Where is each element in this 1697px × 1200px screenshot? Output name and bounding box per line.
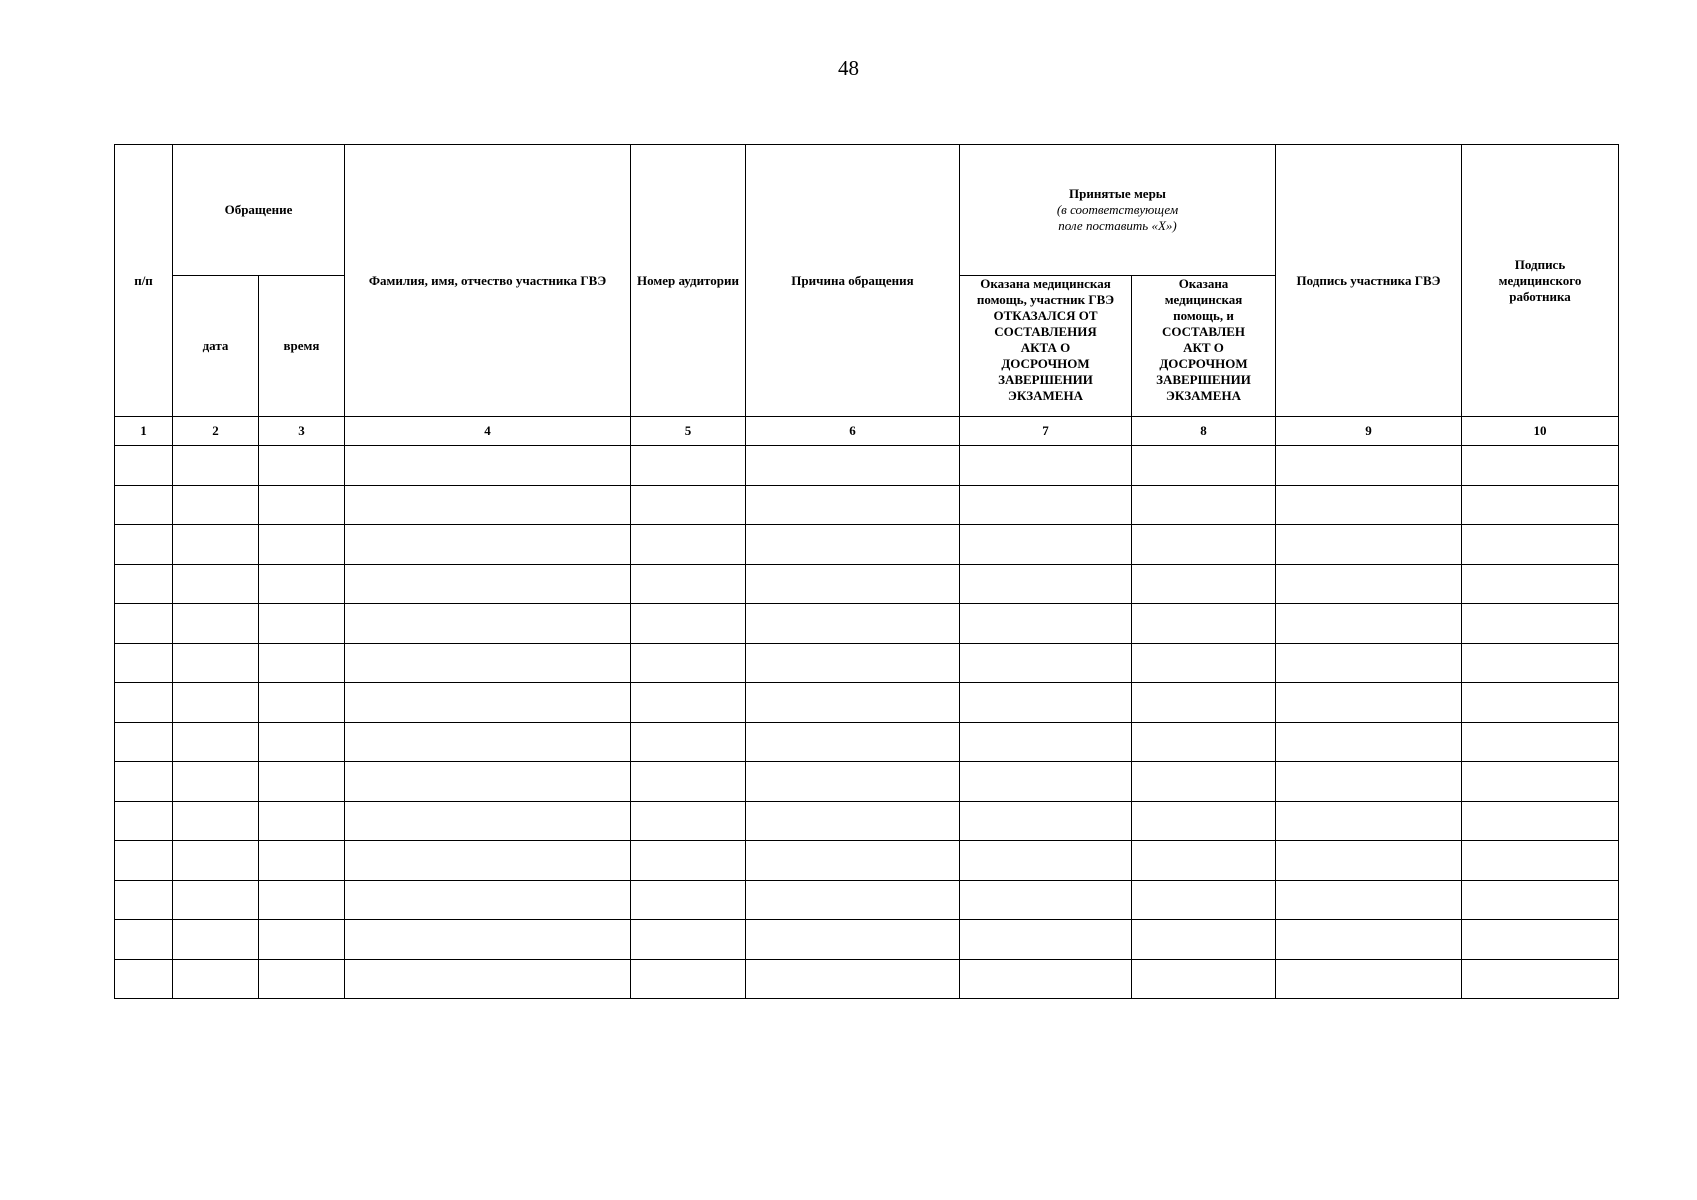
- table-cell[interactable]: [259, 959, 345, 999]
- table-cell[interactable]: [960, 880, 1132, 920]
- table-cell[interactable]: [631, 643, 746, 683]
- table-cell[interactable]: [631, 959, 746, 999]
- measure-act-line: медицинская: [1164, 292, 1243, 307]
- table-row: [115, 841, 1619, 881]
- table-cell[interactable]: [746, 880, 960, 920]
- table-cell[interactable]: [173, 801, 259, 841]
- table-cell[interactable]: [173, 683, 259, 723]
- table-cell[interactable]: [115, 801, 173, 841]
- table-row: [115, 801, 1619, 841]
- table-cell[interactable]: [115, 643, 173, 683]
- table-cell[interactable]: [1462, 683, 1619, 723]
- table-cell[interactable]: [115, 959, 173, 999]
- page-number: 48: [838, 56, 859, 80]
- table-cell[interactable]: [960, 920, 1132, 960]
- header-participant-signature: Подпись участника ГВЭ: [1276, 145, 1462, 417]
- table-cell[interactable]: [1276, 485, 1462, 525]
- header-measures-note-1: (в соответствующем: [1056, 202, 1179, 217]
- table-cell[interactable]: [746, 722, 960, 762]
- header-measures: [960, 145, 1276, 276]
- header-appeal: Обращение: [173, 145, 345, 276]
- column-number: 9: [1276, 417, 1462, 446]
- table-body: [115, 446, 1619, 999]
- table-cell[interactable]: [960, 564, 1132, 604]
- table-cell[interactable]: [115, 683, 173, 723]
- table-cell[interactable]: [345, 722, 631, 762]
- table-cell[interactable]: [1132, 920, 1276, 960]
- table-cell[interactable]: [631, 880, 746, 920]
- table-cell[interactable]: [746, 683, 960, 723]
- table-cell[interactable]: [173, 643, 259, 683]
- column-number: 7: [960, 417, 1132, 446]
- table-cell[interactable]: [345, 762, 631, 802]
- column-number: 6: [746, 417, 960, 446]
- table-cell[interactable]: [631, 722, 746, 762]
- measure-act-line: ЭКЗАМЕНА: [1166, 388, 1241, 403]
- table-cell[interactable]: [345, 485, 631, 525]
- table-cell[interactable]: [1132, 564, 1276, 604]
- table-cell[interactable]: [345, 643, 631, 683]
- table-cell[interactable]: [259, 722, 345, 762]
- table-cell[interactable]: [115, 880, 173, 920]
- table-cell[interactable]: [631, 564, 746, 604]
- table-cell[interactable]: [345, 841, 631, 881]
- table-cell[interactable]: [746, 525, 960, 565]
- table-row: [115, 880, 1619, 920]
- column-number: 3: [259, 417, 345, 446]
- table-cell[interactable]: [746, 841, 960, 881]
- table-cell[interactable]: [259, 604, 345, 644]
- table-row: [115, 762, 1619, 802]
- table-cell[interactable]: [1132, 722, 1276, 762]
- table-cell[interactable]: [259, 801, 345, 841]
- table-cell[interactable]: [1462, 564, 1619, 604]
- table-row: [115, 683, 1619, 723]
- table-cell[interactable]: [1462, 841, 1619, 881]
- table-cell[interactable]: [1276, 643, 1462, 683]
- table-cell[interactable]: [115, 604, 173, 644]
- table-cell[interactable]: [631, 446, 746, 486]
- header-medic-signature-2: медицинского: [1498, 272, 1582, 288]
- table-row: [115, 722, 1619, 762]
- table-cell[interactable]: [631, 485, 746, 525]
- table-cell[interactable]: [259, 564, 345, 604]
- table-cell[interactable]: [115, 525, 173, 565]
- table-cell[interactable]: [259, 446, 345, 486]
- table-cell[interactable]: [631, 683, 746, 723]
- table-cell[interactable]: [1132, 485, 1276, 525]
- table-cell[interactable]: [345, 880, 631, 920]
- measure-act-line: Оказана: [1178, 276, 1229, 291]
- table-cell[interactable]: [1462, 525, 1619, 565]
- table-cell[interactable]: [1132, 959, 1276, 999]
- table-cell[interactable]: [115, 841, 173, 881]
- column-number: 1: [115, 417, 173, 446]
- table-cell[interactable]: [1276, 564, 1462, 604]
- table-cell[interactable]: [115, 446, 173, 486]
- table-cell[interactable]: [746, 604, 960, 644]
- table-cell[interactable]: [1276, 446, 1462, 486]
- table-cell[interactable]: [746, 801, 960, 841]
- table-cell[interactable]: [173, 841, 259, 881]
- table-row: [115, 959, 1619, 999]
- header-medic-signature-1: Подпись: [1514, 256, 1566, 272]
- table-cell[interactable]: [1276, 762, 1462, 802]
- table-row: [115, 525, 1619, 565]
- table-cell[interactable]: [1462, 485, 1619, 525]
- table-cell[interactable]: [173, 485, 259, 525]
- table-cell[interactable]: [960, 604, 1132, 644]
- table-cell[interactable]: [960, 525, 1132, 565]
- table-cell[interactable]: [345, 446, 631, 486]
- table-cell[interactable]: [345, 525, 631, 565]
- table-cell[interactable]: [173, 446, 259, 486]
- header-measures-title: Принятые меры: [1069, 186, 1166, 201]
- measure-refused-line: помощь, участник ГВЭ: [976, 292, 1115, 307]
- measure-refused-line: СОСТАВЛЕНИЯ: [994, 324, 1097, 339]
- table-cell[interactable]: [173, 525, 259, 565]
- header-measures-note-2: поле поставить «Х»): [1058, 218, 1177, 233]
- table-cell[interactable]: [631, 604, 746, 644]
- table-row: [115, 920, 1619, 960]
- measure-act-line: ЗАВЕРШЕНИИ: [1156, 372, 1251, 387]
- table-cell[interactable]: [960, 485, 1132, 525]
- table-cell[interactable]: [115, 920, 173, 960]
- table-cell[interactable]: [345, 959, 631, 999]
- table-cell[interactable]: [173, 604, 259, 644]
- table-cell[interactable]: [960, 841, 1132, 881]
- table-row: [115, 604, 1619, 644]
- table-cell[interactable]: [173, 564, 259, 604]
- column-number: 2: [173, 417, 259, 446]
- table-cell[interactable]: [1276, 683, 1462, 723]
- table-cell[interactable]: [631, 525, 746, 565]
- table-cell[interactable]: [960, 762, 1132, 802]
- table-cell[interactable]: [115, 564, 173, 604]
- table-cell[interactable]: [960, 683, 1132, 723]
- measure-act-line: СОСТАВЛЕН: [1161, 324, 1246, 339]
- table-cell[interactable]: [631, 762, 746, 802]
- table-row: [115, 446, 1619, 486]
- table-cell[interactable]: [115, 722, 173, 762]
- table-cell[interactable]: [259, 485, 345, 525]
- header-reason: Причина обращения: [746, 145, 960, 417]
- table-cell[interactable]: [960, 446, 1132, 486]
- column-number: 10: [1462, 417, 1619, 446]
- table-cell[interactable]: [746, 564, 960, 604]
- table-cell[interactable]: [960, 643, 1132, 683]
- table-cell[interactable]: [746, 485, 960, 525]
- table-row: [115, 564, 1619, 604]
- table-cell[interactable]: [960, 801, 1132, 841]
- table-cell[interactable]: [631, 841, 746, 881]
- table-row: [115, 485, 1619, 525]
- header-measure-refused: [960, 276, 1132, 417]
- table-cell[interactable]: [259, 762, 345, 802]
- header-index: п/п: [115, 145, 173, 417]
- table-cell[interactable]: [115, 762, 173, 802]
- table-cell[interactable]: [345, 801, 631, 841]
- table-cell[interactable]: [1462, 920, 1619, 960]
- table-cell[interactable]: [173, 959, 259, 999]
- table-cell[interactable]: [746, 762, 960, 802]
- table-cell[interactable]: [1276, 801, 1462, 841]
- header-date: дата: [173, 276, 259, 417]
- table-cell[interactable]: [259, 643, 345, 683]
- table-cell[interactable]: [173, 762, 259, 802]
- table-cell[interactable]: [1132, 762, 1276, 802]
- table-cell[interactable]: [1462, 880, 1619, 920]
- table-cell[interactable]: [1276, 841, 1462, 881]
- medical-appeals-table: [114, 144, 1619, 999]
- table-cell[interactable]: [1462, 722, 1619, 762]
- header-medic-signature: [1462, 145, 1619, 417]
- column-number-row: [115, 417, 1619, 446]
- table-cell[interactable]: [345, 564, 631, 604]
- table-cell[interactable]: [115, 485, 173, 525]
- measure-refused-line: ДОСРОЧНОМ: [1001, 356, 1090, 371]
- table-cell[interactable]: [1462, 604, 1619, 644]
- table-cell[interactable]: [746, 446, 960, 486]
- table-cell[interactable]: [746, 959, 960, 999]
- table-cell[interactable]: [1132, 683, 1276, 723]
- table-cell[interactable]: [1276, 880, 1462, 920]
- table-cell[interactable]: [960, 722, 1132, 762]
- table-cell[interactable]: [1276, 604, 1462, 644]
- table-cell[interactable]: [1462, 959, 1619, 999]
- measure-act-line: ДОСРОЧНОМ: [1159, 356, 1248, 371]
- table-cell[interactable]: [960, 959, 1132, 999]
- measure-act-line: помощь, и: [1173, 308, 1234, 323]
- table-cell[interactable]: [173, 880, 259, 920]
- header-time: время: [259, 276, 345, 417]
- measure-act-line: АКТ О: [1183, 340, 1224, 355]
- measure-refused-line: АКТА О: [1020, 340, 1071, 355]
- measure-refused-line: ЭКЗАМЕНА: [1008, 388, 1083, 403]
- table-cell[interactable]: [259, 841, 345, 881]
- measure-refused-line: Оказана медицинская: [980, 276, 1111, 291]
- table-cell[interactable]: [1132, 801, 1276, 841]
- table-cell[interactable]: [1132, 604, 1276, 644]
- table-cell[interactable]: [631, 920, 746, 960]
- header-room-number: Номер аудитории: [631, 145, 746, 417]
- table-cell[interactable]: [1276, 722, 1462, 762]
- table-cell[interactable]: [173, 920, 259, 960]
- table-cell[interactable]: [259, 880, 345, 920]
- table-cell[interactable]: [1276, 525, 1462, 565]
- table-cell[interactable]: [1276, 920, 1462, 960]
- table-cell[interactable]: [631, 801, 746, 841]
- column-number: 5: [631, 417, 746, 446]
- table-cell[interactable]: [345, 920, 631, 960]
- header-measure-act: [1132, 276, 1276, 417]
- table-cell[interactable]: [1462, 801, 1619, 841]
- table-cell[interactable]: [1132, 643, 1276, 683]
- table-cell[interactable]: [259, 525, 345, 565]
- table-cell[interactable]: [1276, 959, 1462, 999]
- table-cell[interactable]: [1462, 643, 1619, 683]
- table-cell[interactable]: [1462, 762, 1619, 802]
- table-cell[interactable]: [1132, 841, 1276, 881]
- column-number: 4: [345, 417, 631, 446]
- column-number: 8: [1132, 417, 1276, 446]
- table-cell[interactable]: [1132, 446, 1276, 486]
- header-medic-signature-3: работника: [1509, 288, 1571, 304]
- table-cell[interactable]: [259, 920, 345, 960]
- measure-refused-line: ОТКАЗАЛСЯ ОТ: [993, 308, 1098, 323]
- table-row: [115, 643, 1619, 683]
- table-cell[interactable]: [1462, 446, 1619, 486]
- table-cell[interactable]: [746, 643, 960, 683]
- measure-refused-line: ЗАВЕРШЕНИИ: [998, 372, 1093, 387]
- table-cell[interactable]: [1132, 525, 1276, 565]
- table-cell[interactable]: [746, 920, 960, 960]
- table-cell[interactable]: [259, 683, 345, 723]
- table-cell[interactable]: [345, 683, 631, 723]
- table-cell[interactable]: [173, 722, 259, 762]
- table-cell[interactable]: [1132, 880, 1276, 920]
- header-full-name: Фамилия, имя, отчество участника ГВЭ: [345, 145, 631, 417]
- table-cell[interactable]: [345, 604, 631, 644]
